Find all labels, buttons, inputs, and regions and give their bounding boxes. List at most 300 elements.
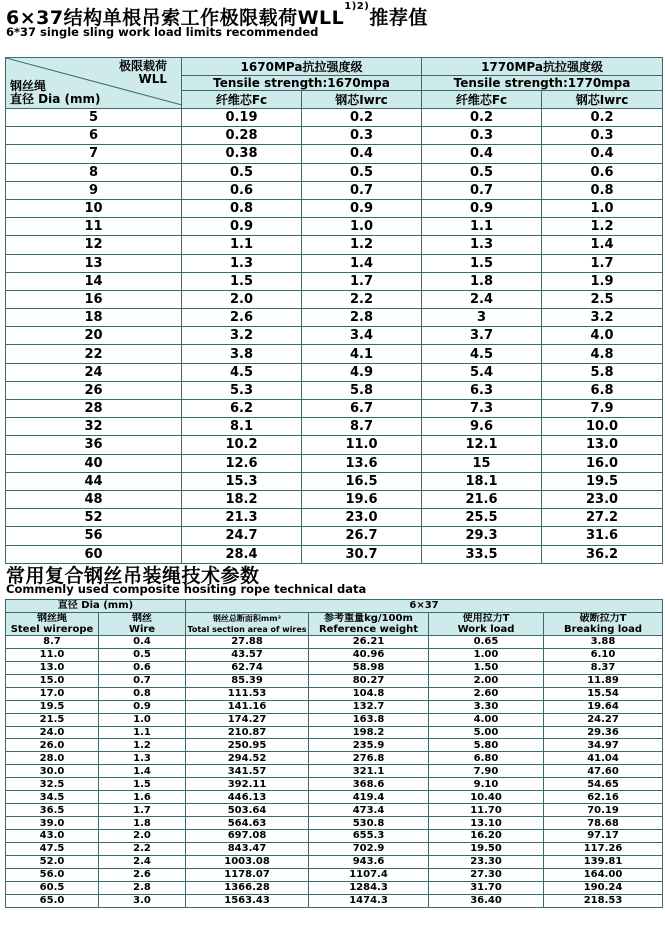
spec-row-cell: 27.30 (429, 868, 544, 881)
spec-row-cell: 9.10 (429, 778, 544, 791)
header-wire (99, 612, 186, 635)
spec-row-cell: 702.9 (309, 842, 429, 855)
wll-row-cell: 7.9 (542, 400, 663, 418)
spec-row-cell: 1.50 (429, 661, 544, 674)
spec-row-cell: 26.21 (309, 635, 429, 648)
spec-row (6, 804, 663, 817)
wll-row-cell: 0.2 (422, 109, 542, 127)
wll-row-cell: 6 (6, 127, 182, 145)
spec-row-cell: 1.6 (99, 791, 186, 804)
wll-row (6, 381, 663, 399)
spec-row-cell: 530.8 (309, 817, 429, 830)
spec-row-cell: 26.0 (6, 739, 99, 752)
wll-row (6, 327, 663, 345)
wll-row-cell: 8 (6, 163, 182, 181)
spec-row-cell: 139.81 (544, 855, 663, 868)
wll-row-cell: 1.5 (422, 254, 542, 272)
wll-row (6, 254, 663, 272)
spec-row-cell: 2.6 (99, 868, 186, 881)
spec-row-cell: 1.3 (99, 752, 186, 765)
wll-row-cell: 7 (6, 145, 182, 163)
wll-row-cell: 4.9 (302, 363, 422, 381)
spec-row-cell: 27.88 (186, 635, 309, 648)
spec-row-cell: 104.8 (309, 687, 429, 700)
wll-row-cell: 2.2 (302, 290, 422, 308)
spec-row-cell: 11.0 (6, 648, 99, 661)
spec-row-cell: 111.53 (186, 687, 309, 700)
wll-row-cell: 1.7 (302, 272, 422, 290)
spec-row-cell: 141.16 (186, 700, 309, 713)
spec-row-cell: 218.53 (544, 894, 663, 907)
spec-row (6, 739, 663, 752)
wll-row-cell: 18.1 (422, 472, 542, 490)
wll-row-cell: 0.7 (422, 181, 542, 199)
spec-row-cell: 6.10 (544, 648, 663, 661)
spec-row-cell: 43.0 (6, 830, 99, 843)
wll-row-cell: 48 (6, 490, 182, 508)
wll-row-cell: 8.7 (302, 418, 422, 436)
wll-row-cell: 4.1 (302, 345, 422, 363)
spec-row-cell: 1284.3 (309, 881, 429, 894)
wll-row (6, 127, 663, 145)
spec-row-cell: 198.2 (309, 726, 429, 739)
wll-row-cell: 24.7 (182, 527, 302, 545)
wll-row-cell: 21.3 (182, 509, 302, 527)
wll-row-cell: 13.6 (302, 454, 422, 472)
wll-row-cell: 9 (6, 181, 182, 199)
spec-row-cell: 3.0 (99, 894, 186, 907)
corner-wll-label (119, 60, 167, 86)
spec-row-cell: 41.04 (544, 752, 663, 765)
wll-row-cell: 21.6 (422, 490, 542, 508)
spec-row-cell: 843.47 (186, 842, 309, 855)
wll-row (6, 145, 663, 163)
wll-row-cell: 9.6 (422, 418, 542, 436)
wll-row-cell: 18 (6, 309, 182, 327)
wll-row-cell: 0.5 (182, 163, 302, 181)
spec-row-cell: 65.0 (6, 894, 99, 907)
wll-row-cell: 40 (6, 454, 182, 472)
spec-row-cell: 5.80 (429, 739, 544, 752)
wll-row-cell: 0.3 (542, 127, 663, 145)
wll-row-cell: 1.8 (422, 272, 542, 290)
wll-row-cell: 14 (6, 272, 182, 290)
table2-title: 常用复合钢丝吊装绳技术参数 (6, 565, 260, 587)
spec-row (6, 842, 663, 855)
header-wire-en: Wire (128, 623, 156, 635)
wll-row-cell: 6.8 (542, 381, 663, 399)
header-weight-en: Reference weight (318, 623, 419, 635)
wll-row-cell: 10.0 (542, 418, 663, 436)
spec-row (6, 830, 663, 843)
wll-row-cell: 12 (6, 236, 182, 254)
wll-row-cell: 12.1 (422, 436, 542, 454)
wll-row-cell: 4.0 (542, 327, 663, 345)
wll-row (6, 218, 663, 236)
wll-row-cell: 0.8 (542, 181, 663, 199)
spec-row-cell: 11.70 (429, 804, 544, 817)
header-breaking (544, 612, 663, 635)
wll-row-cell: 1.5 (182, 272, 302, 290)
table2-subtitle: Commenly used composite hositing rope technical data (6, 582, 367, 596)
spec-row-cell: 190.24 (544, 881, 663, 894)
spec-row-cell: 5.00 (429, 726, 544, 739)
spec-row-cell: 1.4 (99, 765, 186, 778)
spec-row-cell: 1178.07 (186, 868, 309, 881)
wll-row-cell: 3.8 (182, 345, 302, 363)
wll-row-cell: 0.5 (422, 163, 542, 181)
wll-row-cell: 2.8 (302, 309, 422, 327)
wll-table-body (6, 109, 663, 564)
spec-row-cell: 4.00 (429, 713, 544, 726)
wll-row-cell: 18.2 (182, 490, 302, 508)
wll-row (6, 236, 663, 254)
table1-subtitle: 6*37 single sling work load limits recommended (6, 25, 319, 39)
wll-row (6, 454, 663, 472)
spec-row-cell: 0.4 (99, 635, 186, 648)
spec-row-cell: 697.08 (186, 830, 309, 843)
wll-row-cell: 0.4 (422, 145, 542, 163)
wll-row-cell: 16 (6, 290, 182, 308)
spec-row-cell: 1.1 (99, 726, 186, 739)
spec-row-cell: 52.0 (6, 855, 99, 868)
spec-row-cell: 29.36 (544, 726, 663, 739)
wll-row-cell: 1.3 (182, 254, 302, 272)
wll-row-cell: 30.7 (302, 545, 422, 563)
wll-row-cell: 27.2 (542, 509, 663, 527)
corner-wll-cn: 极限载荷 (118, 59, 167, 73)
wll-row-cell: 0.6 (542, 163, 663, 181)
header-area-en: Total section area of wires (187, 624, 307, 634)
spec-row-cell: 1366.28 (186, 881, 309, 894)
spec-row-cell: 8.7 (6, 635, 99, 648)
wll-row-cell: 5.8 (542, 363, 663, 381)
table1-title-suffix: 推荐值 (369, 7, 428, 29)
spec-row-cell: 564.63 (186, 817, 309, 830)
spec-row-cell: 56.0 (6, 868, 99, 881)
spec-row-cell: 34.5 (6, 791, 99, 804)
spec-row-cell: 655.3 (309, 830, 429, 843)
spec-row-cell: 80.27 (309, 674, 429, 687)
spec-row-cell: 19.50 (429, 842, 544, 855)
table1-title-footnote: 1)2) (344, 1, 370, 12)
wll-row-cell: 32 (6, 418, 182, 436)
spec-row-cell: 0.8 (99, 687, 186, 700)
spec-row (6, 687, 663, 700)
wll-row-cell: 36.2 (542, 545, 663, 563)
wll-row (6, 490, 663, 508)
spec-row-cell: 0.5 (99, 648, 186, 661)
spec-row-cell: 32.5 (6, 778, 99, 791)
spec-row-cell: 174.27 (186, 713, 309, 726)
wll-row-cell: 3 (422, 309, 542, 327)
spec-row-cell: 17.0 (6, 687, 99, 700)
wll-row-cell: 22 (6, 345, 182, 363)
group2-header-en: Tensile strength:1770mpa (422, 76, 663, 91)
spec-row-cell: 1474.3 (309, 894, 429, 907)
spec-row (6, 726, 663, 739)
spec-row-cell: 15.0 (6, 674, 99, 687)
wll-row-cell: 23.0 (302, 509, 422, 527)
wll-row (6, 418, 663, 436)
corner-wll-en: WLL (138, 72, 167, 86)
wll-row-cell: 13.0 (542, 436, 663, 454)
spec-row-cell: 1.8 (99, 817, 186, 830)
spec-row-cell: 368.6 (309, 778, 429, 791)
wll-row-cell: 8.1 (182, 418, 302, 436)
wll-row-cell: 1.9 (542, 272, 663, 290)
wll-row-cell: 19.6 (302, 490, 422, 508)
spec-row-cell: 132.7 (309, 700, 429, 713)
wll-row (6, 472, 663, 490)
wll-row-cell: 16.0 (542, 454, 663, 472)
wll-row-cell: 36 (6, 436, 182, 454)
spec-row-cell: 6.80 (429, 752, 544, 765)
wll-row-cell: 15.3 (182, 472, 302, 490)
wll-row-cell: 5.4 (422, 363, 542, 381)
spec-row-cell: 60.5 (6, 881, 99, 894)
spec-row-cell: 0.65 (429, 635, 544, 648)
wll-row-cell: 3.2 (182, 327, 302, 345)
header-weight-cn: 参考重量kg/100m (324, 612, 413, 624)
corner-dia-en: 直径 Dia (mm) (10, 92, 101, 106)
wll-row-cell: 24 (6, 363, 182, 381)
wll-row-cell: 2.5 (542, 290, 663, 308)
wll-row-cell: 28 (6, 400, 182, 418)
spec-row-cell: 13.0 (6, 661, 99, 674)
col-header-fc: 纤维芯Fc (422, 91, 542, 109)
corner-dia-label (10, 80, 101, 106)
wll-row-cell: 25.5 (422, 509, 542, 527)
spec-row-cell: 250.95 (186, 739, 309, 752)
wll-row-cell: 29.3 (422, 527, 542, 545)
header-wire-cn: 钢丝 (132, 612, 152, 624)
spec-row-cell: 43.57 (186, 648, 309, 661)
wll-row-cell: 0.2 (302, 109, 422, 127)
wll-row-cell: 5.3 (182, 381, 302, 399)
spec-row (6, 700, 663, 713)
wll-row-cell: 16.5 (302, 472, 422, 490)
spec-row-cell: 23.30 (429, 855, 544, 868)
wll-row-cell: 1.1 (182, 236, 302, 254)
spec-row-cell: 117.26 (544, 842, 663, 855)
wll-row (6, 363, 663, 381)
wll-row-cell: 0.38 (182, 145, 302, 163)
spec-row-cell: 2.00 (429, 674, 544, 687)
wll-row-cell: 5 (6, 109, 182, 127)
group2-header-cn: 1770MPa抗拉强度级 (422, 58, 663, 76)
spec-row (6, 674, 663, 687)
wll-row-cell: 20 (6, 327, 182, 345)
spec-row-cell: 1563.43 (186, 894, 309, 907)
wll-row (6, 527, 663, 545)
spec-row-cell: 503.64 (186, 804, 309, 817)
wll-row (6, 272, 663, 290)
spec-row-cell: 164.00 (544, 868, 663, 881)
spec-row-cell: 40.96 (309, 648, 429, 661)
spec-row-cell: 1003.08 (186, 855, 309, 868)
spec-row-cell: 47.60 (544, 765, 663, 778)
header-workload-en: Work load (457, 623, 515, 635)
spec-row-cell: 163.8 (309, 713, 429, 726)
spec-row-cell: 0.6 (99, 661, 186, 674)
wll-row-cell: 15 (422, 454, 542, 472)
header-area (186, 612, 309, 635)
spec-row-cell: 2.4 (99, 855, 186, 868)
wll-row-cell: 2.6 (182, 309, 302, 327)
spec-row-cell: 85.39 (186, 674, 309, 687)
wll-row-cell: 3.2 (542, 309, 663, 327)
spec-row (6, 661, 663, 674)
spec-row-cell: 8.37 (544, 661, 663, 674)
spec-row-cell: 36.40 (429, 894, 544, 907)
wll-row-cell: 0.8 (182, 199, 302, 217)
wll-row-cell: 0.2 (542, 109, 663, 127)
wll-row-cell: 3.4 (302, 327, 422, 345)
spec-row-cell: 2.60 (429, 687, 544, 700)
header-dia: 直径 Dia (mm) (6, 600, 186, 613)
wll-row (6, 181, 663, 199)
header-rope-en: Steel wirerope (10, 623, 94, 635)
col-header-iwrc: 钢芯Iwrc (302, 91, 422, 109)
wll-row-cell: 10 (6, 199, 182, 217)
spec-row (6, 765, 663, 778)
header-area-cn: 钢丝总断面积mm² (212, 613, 282, 623)
spec-row-cell: 24.27 (544, 713, 663, 726)
wll-row-cell: 1.0 (302, 218, 422, 236)
spec-row-cell: 70.19 (544, 804, 663, 817)
wll-row-cell: 19.5 (542, 472, 663, 490)
spec-row-cell: 943.6 (309, 855, 429, 868)
spec-row-cell: 13.10 (429, 817, 544, 830)
spec-row-cell: 62.16 (544, 791, 663, 804)
spec-row-cell: 7.90 (429, 765, 544, 778)
wll-row-cell: 0.19 (182, 109, 302, 127)
wll-row-cell: 1.4 (302, 254, 422, 272)
wll-row-cell: 0.9 (422, 199, 542, 217)
wll-row (6, 345, 663, 363)
spec-row (6, 648, 663, 661)
spec-row (6, 752, 663, 765)
spec-row-cell: 1.5 (99, 778, 186, 791)
spec-row-cell: 1.7 (99, 804, 186, 817)
wll-row-cell: 3.7 (422, 327, 542, 345)
wll-row-cell: 0.9 (302, 199, 422, 217)
wll-row-cell: 1.1 (422, 218, 542, 236)
spec-row-cell: 3.30 (429, 700, 544, 713)
spec-row-cell: 392.11 (186, 778, 309, 791)
header-workload (429, 612, 544, 635)
wll-row-cell: 44 (6, 472, 182, 490)
wll-row-cell: 0.5 (302, 163, 422, 181)
spec-row-cell: 19.5 (6, 700, 99, 713)
wll-row-cell: 0.3 (422, 127, 542, 145)
spec-row-cell: 39.0 (6, 817, 99, 830)
wll-table (5, 57, 663, 564)
spec-row-cell: 210.87 (186, 726, 309, 739)
wll-row-cell: 6.2 (182, 400, 302, 418)
wll-row-cell: 0.7 (302, 181, 422, 199)
spec-row-cell: 34.97 (544, 739, 663, 752)
wll-row (6, 109, 663, 127)
spec-row-cell: 0.9 (99, 700, 186, 713)
spec-row (6, 868, 663, 881)
wll-row-cell: 7.3 (422, 400, 542, 418)
wll-row-cell: 2.0 (182, 290, 302, 308)
spec-row-cell: 1.0 (99, 713, 186, 726)
wll-row-cell: 0.4 (542, 145, 663, 163)
header-breaking-cn: 破断拉力T (579, 612, 627, 624)
wll-row-cell: 60 (6, 545, 182, 563)
wll-row-cell: 1.2 (302, 236, 422, 254)
wll-row-cell: 4.5 (182, 363, 302, 381)
wll-row-cell: 0.4 (302, 145, 422, 163)
spec-row-cell: 3.88 (544, 635, 663, 648)
wll-row-cell: 1.7 (542, 254, 663, 272)
wll-row-cell: 5.8 (302, 381, 422, 399)
spec-row-cell: 19.64 (544, 700, 663, 713)
col-header-iwrc: 钢芯Iwrc (542, 91, 663, 109)
wll-row-cell: 13 (6, 254, 182, 272)
spec-row (6, 635, 663, 648)
spec-row (6, 855, 663, 868)
wll-row-cell: 26 (6, 381, 182, 399)
wll-row-cell: 6.3 (422, 381, 542, 399)
header-rope (6, 612, 99, 635)
spec-row-cell: 36.5 (6, 804, 99, 817)
wll-row-cell: 12.6 (182, 454, 302, 472)
spec-row-cell: 78.68 (544, 817, 663, 830)
wll-row-cell: 28.4 (182, 545, 302, 563)
spec-row (6, 713, 663, 726)
spec-row-cell: 11.89 (544, 674, 663, 687)
spec-row (6, 791, 663, 804)
header-workload-cn: 使用拉力T (462, 612, 510, 624)
wll-row (6, 436, 663, 454)
wll-row-cell: 1.2 (542, 218, 663, 236)
wll-row-cell: 10.2 (182, 436, 302, 454)
wll-row (6, 400, 663, 418)
spec-row-cell: 30.0 (6, 765, 99, 778)
spec-row (6, 778, 663, 791)
header-weight (309, 612, 429, 635)
spec-row-cell: 15.54 (544, 687, 663, 700)
wll-row-cell: 33.5 (422, 545, 542, 563)
header-rope-cn: 钢丝绳 (37, 612, 67, 624)
spec-row (6, 881, 663, 894)
spec-row-cell: 294.52 (186, 752, 309, 765)
wll-row-cell: 1.4 (542, 236, 663, 254)
spec-row-cell: 28.0 (6, 752, 99, 765)
wll-row-cell: 1.3 (422, 236, 542, 254)
table1-title-text: 6×37结构单根吊索工作极限载荷WLL (6, 7, 345, 29)
wll-row-cell: 56 (6, 527, 182, 545)
spec-row-cell: 473.4 (309, 804, 429, 817)
wll-row-cell: 0.3 (302, 127, 422, 145)
wll-row-cell: 4.8 (542, 345, 663, 363)
spec-row-cell: 0.7 (99, 674, 186, 687)
wll-row-cell: 4.5 (422, 345, 542, 363)
wll-row-cell: 23.0 (542, 490, 663, 508)
group1-header-cn: 1670MPa抗拉强度级 (182, 58, 422, 76)
col-header-fc: 纤维芯Fc (182, 91, 302, 109)
wll-row (6, 290, 663, 308)
wll-row (6, 163, 663, 181)
spec-row-cell: 47.5 (6, 842, 99, 855)
spec-row-cell: 446.13 (186, 791, 309, 804)
spec-row-cell: 2.2 (99, 842, 186, 855)
spec-row-cell: 10.40 (429, 791, 544, 804)
